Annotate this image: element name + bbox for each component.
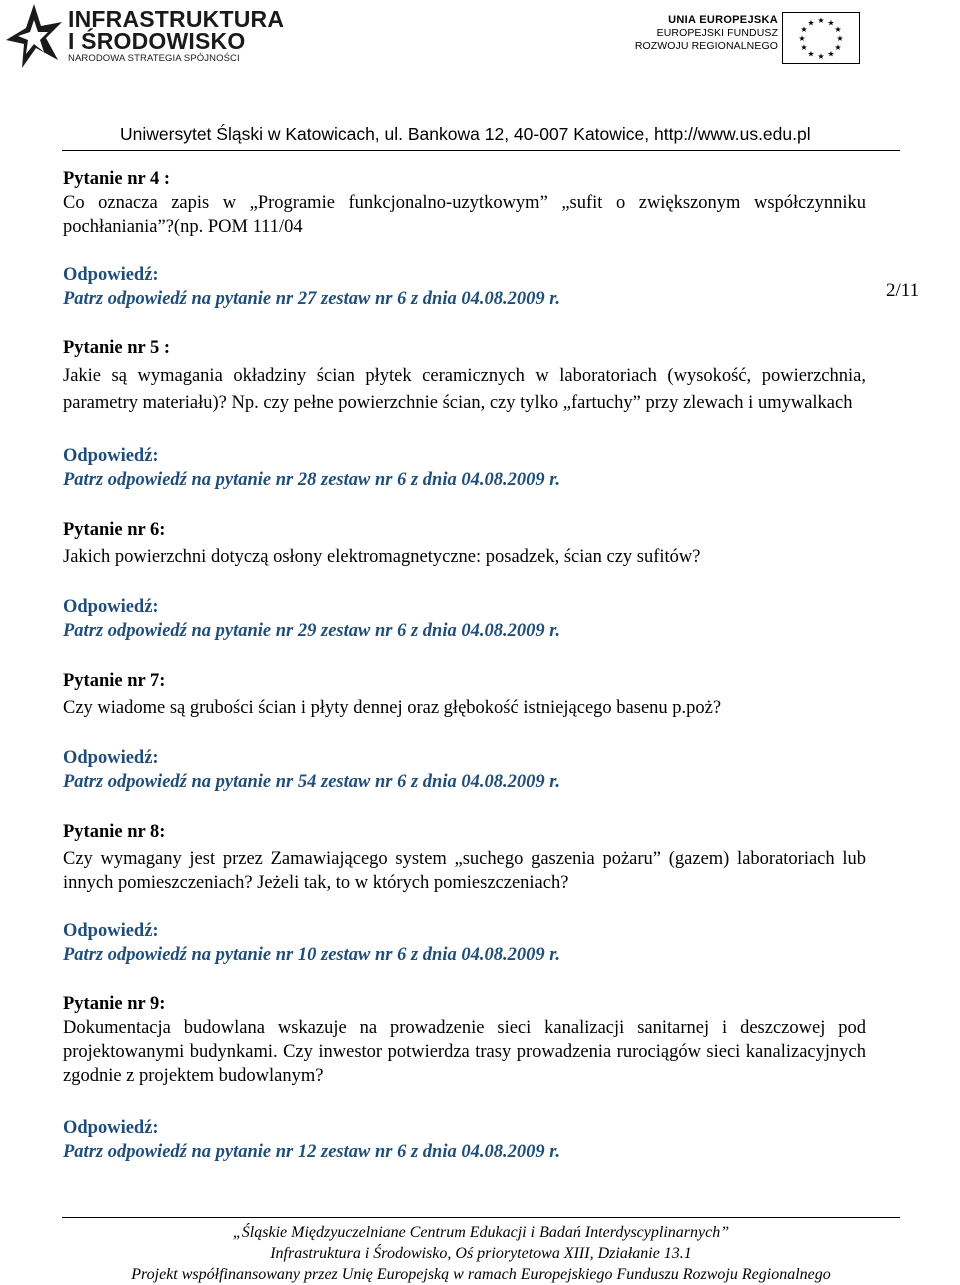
eu-line-2: EUROPEJSKI FUNDUSZ — [656, 27, 778, 39]
svg-text:★: ★ — [827, 18, 835, 28]
answer-label: Odpowiedź: — [63, 265, 159, 285]
svg-text:★: ★ — [834, 43, 842, 52]
question-heading: Pytanie nr 4 : — [63, 169, 171, 189]
logo-text — [68, 8, 284, 66]
question-block — [63, 820, 866, 967]
svg-text:★: ★ — [827, 49, 835, 59]
footer-line-2: Infrastruktura i Środowisko, Oś priorytetowa XIII, Działanie 13.1 — [270, 1245, 692, 1262]
svg-text:★: ★ — [798, 34, 806, 43]
question-text: Czy wymagany jest przez Zamawiającego system „suchego gaszenia pożaru” (gazem) laboratoriach lub innych pomieszczeniach? Jeżeli tak, to w których pomieszczeniach? — [63, 849, 866, 893]
answer-text: Patrz odpowiedź na pytanie nr 28 zestaw nr 6 z dnia 04.08.2009 r. — [63, 470, 561, 490]
answer-label: Odpowiedź: — [63, 748, 159, 768]
question-heading: Pytanie nr 5 : — [63, 338, 171, 358]
eu-logo-text — [635, 14, 778, 53]
logo-line-3: NARODOWA STRATEGIA SPÓJNOŚCI — [68, 53, 240, 64]
document-body — [63, 167, 866, 1164]
question-heading: Pytanie nr 9: — [63, 994, 166, 1014]
question-block — [63, 992, 866, 1164]
eu-line-1: UNIA EUROPEJSKA — [668, 14, 778, 26]
page-footer — [62, 1222, 900, 1285]
header-address: Uniwersytet Śląski w Katowicach, ul. Bankowa 12, 40-007 Katowice, http://www.us.edu.pl — [120, 124, 811, 144]
question-heading: Pytanie nr 8: — [63, 822, 166, 842]
question-block — [63, 167, 866, 311]
eu-line-3: ROZWOJU REGIONALNEGO — [634, 40, 778, 52]
footer-divider — [62, 1217, 900, 1218]
question-block — [63, 669, 866, 794]
star-burst-icon — [4, 2, 64, 70]
eu-logo — [634, 12, 862, 62]
answer-text: Patrz odpowiedź na pytanie nr 27 zestaw nr 6 z dnia 04.08.2009 r. — [63, 289, 561, 309]
footer-line-3: Projekt współfinansowany przez Unię Europejską w ramach Europejskiego Funduszu Rozwoju Regionalnego — [131, 1266, 831, 1283]
answer-text: Patrz odpowiedź na pytanie nr 29 zestaw nr 6 z dnia 04.08.2009 r. — [63, 621, 561, 641]
question-block — [63, 518, 866, 643]
question-heading: Pytanie nr 6: — [63, 520, 166, 540]
svg-text:★: ★ — [800, 25, 808, 34]
infrastruktura-logo — [4, 2, 285, 70]
logo-line-2: I ŚRODOWISKO — [68, 28, 246, 54]
footer-line-1: „Śląskie Międzyuczelniane Centrum Edukacji i Badań Interdyscyplinarnych” — [232, 1224, 730, 1241]
question-block — [63, 336, 866, 492]
eu-flag-icon — [782, 12, 860, 64]
question-heading: Pytanie nr 7: — [63, 671, 166, 691]
svg-text:★: ★ — [836, 34, 844, 43]
svg-text:★: ★ — [800, 43, 808, 52]
answer-label: Odpowiedź: — [63, 446, 159, 466]
answer-text: Patrz odpowiedź na pytanie nr 12 zestaw nr 6 z dnia 04.08.2009 r. — [63, 1142, 561, 1162]
question-text: Jakich powierzchni dotyczą osłony elektromagnetyczne: posadzek, ścian czy sufitów? — [63, 547, 701, 567]
answer-text: Patrz odpowiedź na pytanie nr 54 zestaw nr 6 z dnia 04.08.2009 r. — [63, 772, 561, 792]
answer-label: Odpowiedź: — [63, 597, 159, 617]
question-text: Co oznacza zapis w „Programie funkcjonalno-uzytkowym” „sufit o zwiększonym współczynniku pochłaniania”?(np. POM 111/04 — [63, 193, 866, 237]
question-text: Jakie są wymagania okładziny ścian płytek ceramicznych w laboratoriach (wysokość, powierzchnia, parametry materiału)? Np. czy pełne powierzchnie ścian, czy tylko „fartuchy” przy zlewach i umywalkach — [63, 366, 866, 413]
svg-text:★: ★ — [807, 49, 815, 59]
page-number: 2/11 — [886, 280, 920, 301]
svg-text:★: ★ — [817, 52, 825, 61]
answer-text: Patrz odpowiedź na pytanie nr 10 zestaw nr 6 z dnia 04.08.2009 r. — [63, 945, 561, 965]
header-divider — [62, 150, 900, 151]
question-text: Dokumentacja budowlana wskazuje na prowadzenie sieci kanalizacji sanitarnej i deszczowej pod projektowanymi budynkami. Czy inwestor potwierdza trasy prowadzenia rurociągów sieci kanalizacyjnych zgodnie z projektem budowlanym? — [63, 1018, 866, 1086]
svg-text:★: ★ — [807, 18, 815, 28]
question-text: Czy wiadome są grubości ścian i płyty dennej oraz głębokość istniejącego basenu p.poż? — [63, 698, 722, 718]
svg-text:★: ★ — [817, 16, 825, 25]
answer-label: Odpowiedź: — [63, 1118, 159, 1138]
svg-text:★: ★ — [834, 25, 842, 34]
answer-label: Odpowiedź: — [63, 921, 159, 941]
logo-line-1: INFRASTRUKTURA — [68, 6, 285, 32]
